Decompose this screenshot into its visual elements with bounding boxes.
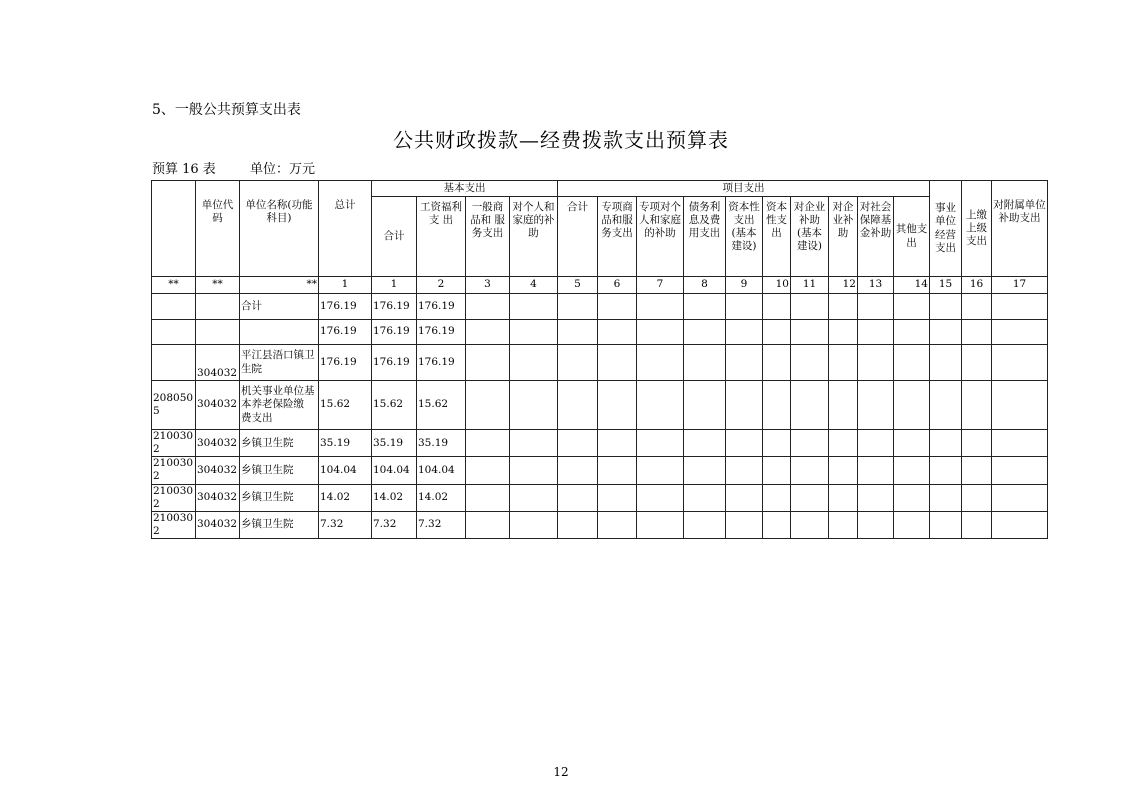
header-wages: 工资福利支 出 [417, 197, 466, 277]
header-enterprise-basic: 对企业补助(基本建设) [791, 197, 829, 277]
total-cell: 35.19 [319, 430, 372, 457]
unit-name-cell: 合计 [240, 294, 319, 320]
table-row [152, 381, 1048, 430]
unit-name-cell: 乡镇卫生院 [240, 457, 319, 484]
func-code-cell [152, 345, 196, 381]
basic-total-cell: 15.62 [372, 381, 417, 430]
func-code-cell: 2080505 [152, 381, 196, 430]
total-cell: 176.19 [319, 345, 372, 381]
header-unit-code: 单位代码 [196, 181, 240, 277]
func-code-cell [152, 294, 196, 320]
unit-code-cell: 304032 [196, 457, 240, 484]
header-special-goods: 专项商品和服务支出 [598, 197, 637, 277]
wages-cell: 176.19 [417, 294, 466, 320]
basic-total-cell: 176.19 [372, 320, 417, 345]
wages-cell: 14.02 [417, 484, 466, 511]
total-cell: 15.62 [319, 381, 372, 430]
wages-cell: 176.19 [417, 320, 466, 345]
index-cell: 3 [466, 277, 510, 294]
total-cell: 176.19 [319, 294, 372, 320]
index-cell: ** [240, 277, 319, 294]
header-business: 事业单位经营支出 [930, 181, 962, 277]
table-row [152, 511, 1048, 538]
header-basic-group: 基本支出 [372, 181, 558, 197]
index-cell: 1 [319, 277, 372, 294]
unit-code-cell: 304032 [196, 511, 240, 538]
page-number: 12 [553, 765, 569, 779]
index-cell: 4 [510, 277, 558, 294]
table-meta [152, 158, 315, 177]
index-cell: 14 [894, 277, 930, 294]
header-debt: 债务利息及费用支出 [684, 197, 726, 277]
unit-name-cell [240, 320, 319, 345]
header-other: 其他支出 [894, 197, 930, 277]
table-row [152, 430, 1048, 457]
index-cell: ** [196, 277, 240, 294]
unit-code-cell: 304032 [196, 381, 240, 430]
index-cell: 13 [858, 277, 894, 294]
wages-cell: 15.62 [417, 381, 466, 430]
total-cell: 176.19 [319, 320, 372, 345]
unit-code-cell [196, 294, 240, 320]
basic-total-cell: 104.04 [372, 457, 417, 484]
table-row [152, 345, 1048, 381]
header-capital: 资本性支出 [763, 197, 791, 277]
table-row [152, 457, 1048, 484]
index-cell: 12 [829, 277, 858, 294]
index-cell: 2 [417, 277, 466, 294]
wages-cell: 7.32 [417, 511, 466, 538]
index-cell: 8 [684, 277, 726, 294]
index-cell: 16 [962, 277, 992, 294]
unit-code-cell: 304032 [196, 345, 240, 381]
header-proj-total: 合计 [558, 197, 598, 277]
basic-total-cell: 14.02 [372, 484, 417, 511]
unit-name-cell: 机关事业单位基本养老保险缴 费支出 [240, 381, 319, 430]
index-cell: 5 [558, 277, 598, 294]
header-row-groups [152, 181, 1048, 197]
basic-total-cell: 176.19 [372, 294, 417, 320]
header-social: 对社会保障基金补助 [858, 197, 894, 277]
budget-table [151, 180, 1048, 539]
header-project-group: 项目支出 [558, 181, 930, 197]
index-cell: 11 [791, 277, 829, 294]
header-total: 总计 [319, 181, 372, 277]
index-cell: 7 [637, 277, 684, 294]
header-affiliated: 对附属单位补助支出 [992, 181, 1048, 277]
total-cell: 7.32 [319, 511, 372, 538]
wages-cell: 35.19 [417, 430, 466, 457]
header-enterprise: 对企业补助 [829, 197, 858, 277]
unit-name-cell: 平江县浯口镇卫生院 [240, 345, 319, 381]
index-cell: ** [152, 277, 196, 294]
total-cell: 104.04 [319, 457, 372, 484]
unit-name-cell: 乡镇卫生院 [240, 430, 319, 457]
func-code-cell: 2100302 [152, 511, 196, 538]
header-upper: 上缴上级支出 [962, 181, 992, 277]
total-cell: 14.02 [319, 484, 372, 511]
wages-cell: 176.19 [417, 345, 466, 381]
basic-total-cell: 176.19 [372, 345, 417, 381]
section-heading: 5、一般公共预算支出表 [152, 102, 301, 118]
func-code-cell: 2100302 [152, 457, 196, 484]
func-code-cell [152, 320, 196, 345]
header-func-code [152, 181, 196, 277]
header-special-personal: 专项对个人和家庭的补助 [637, 197, 684, 277]
index-cell: 15 [930, 277, 962, 294]
index-cell: 1 [372, 277, 417, 294]
func-code-cell: 2100302 [152, 484, 196, 511]
unit-code-cell: 304032 [196, 484, 240, 511]
func-code-cell: 2100302 [152, 430, 196, 457]
unit-code-cell: 304032 [196, 430, 240, 457]
basic-total-cell: 7.32 [372, 511, 417, 538]
index-cell: 17 [992, 277, 1048, 294]
header-personal: 对个人和家庭的补助 [510, 197, 558, 277]
index-cell: 9 [726, 277, 763, 294]
header-basic-total: 合计 [372, 197, 417, 277]
header-goods: 一般商品和 服务支出 [466, 197, 510, 277]
wages-cell: 104.04 [417, 457, 466, 484]
index-row [152, 277, 1048, 294]
index-cell: 10 [763, 277, 791, 294]
header-unit-name: 单位名称(功能科目) [240, 181, 319, 277]
table-row [152, 294, 1048, 320]
table-row [152, 484, 1048, 511]
index-cell: 6 [598, 277, 637, 294]
header-capital-basic: 资本性支出(基本建设) [726, 197, 763, 277]
table-row [152, 320, 1048, 345]
table-code: 预算 16 表 [152, 162, 216, 177]
document-title: 公共财政拨款—经费拨款支出预算表 [393, 128, 729, 152]
unit-label: 单位：万元 [249, 162, 315, 177]
unit-code-cell [196, 320, 240, 345]
unit-name-cell: 乡镇卫生院 [240, 484, 319, 511]
unit-name-cell: 乡镇卫生院 [240, 511, 319, 538]
basic-total-cell: 35.19 [372, 430, 417, 457]
